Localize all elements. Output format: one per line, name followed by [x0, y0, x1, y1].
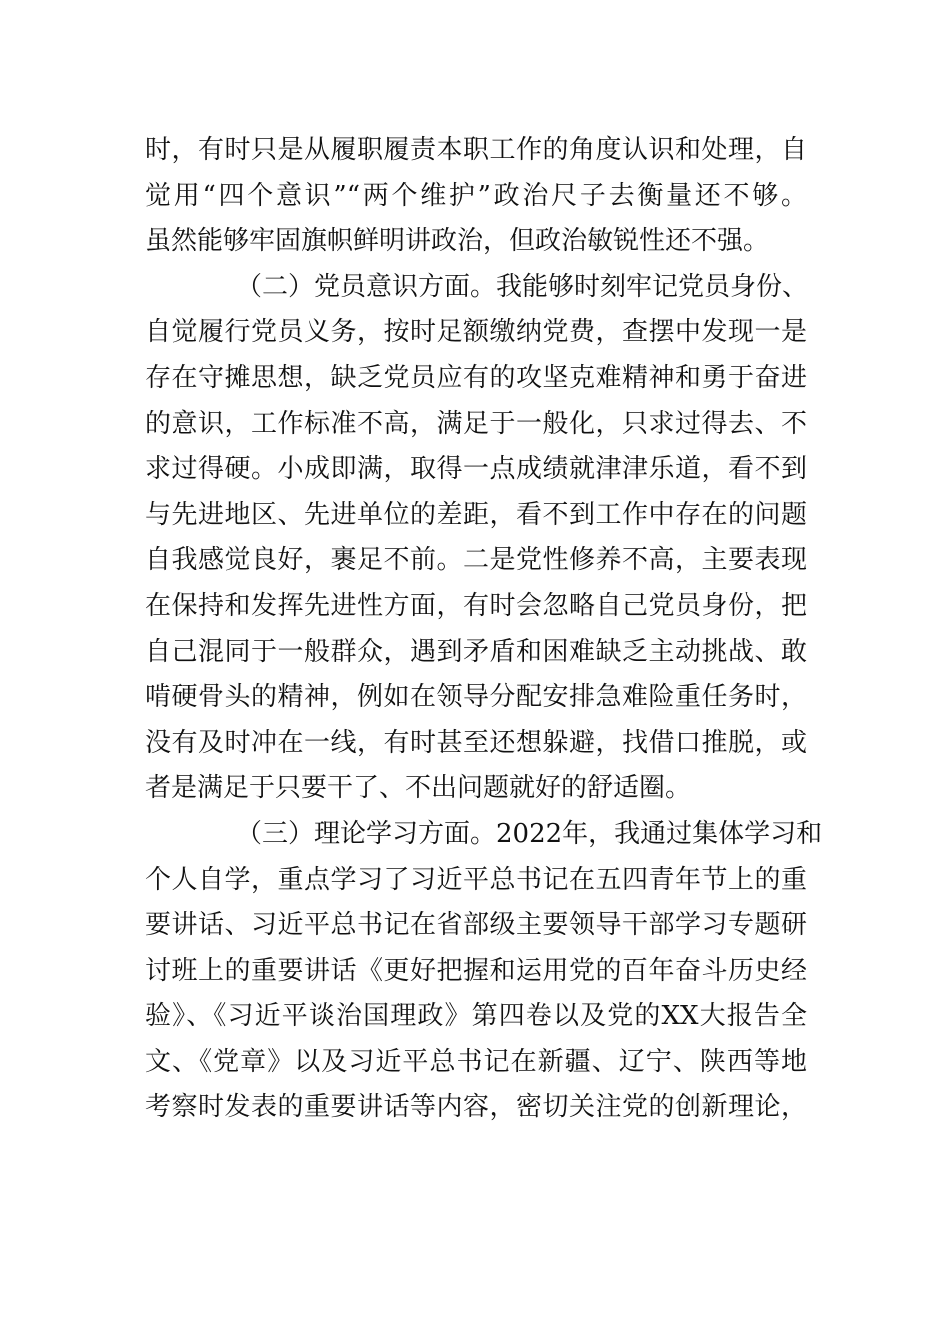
text-line: 者是满足于只要干了、不出问题就好的舒适圈。	[145, 773, 692, 804]
text-line: 自觉履行党员义务，按时足额缴纳党费，查摆中发现一是	[145, 317, 807, 348]
text-line: 觉用“四个意识”“两个维护”政治尺子去衡量还不够。	[145, 180, 807, 211]
text-line: 啃硬骨头的精神，例如在领导分配安排急难险重任务时，	[145, 682, 807, 713]
text-line: 个人自学，重点学习了习近平总书记在五四青年节上的重	[145, 864, 807, 895]
text-line: 没有及时冲在一线，有时甚至还想躲避，找借口推脱，或	[145, 727, 807, 758]
text-line: 验》、《习近平谈治国理政》第四卷以及党的XX大报告全	[145, 1001, 807, 1032]
text-line: 自己混同于一般群众，遇到矛盾和困难缺乏主动挑战、敢	[145, 636, 807, 667]
text-line: 在保持和发挥先进性方面，有时会忽略自己党员身份，把	[145, 590, 807, 621]
text-line: 要讲话、习近平总书记在省部级主要领导干部学习专题研	[145, 910, 807, 941]
text-line: 时，有时只是从履职履责本职工作的角度认识和处理，自	[145, 135, 807, 165]
section-heading-line: （二）党员意识方面。我能够时刻牢记党员身份、	[236, 271, 809, 302]
text-line: 存在守摊思想，缺乏党员应有的攻坚克难精神和勇于奋进	[145, 362, 807, 393]
text-line: 文、《党章》以及习近平总书记在新疆、辽宁、陕西等地	[145, 1046, 807, 1077]
text-line: 自我感觉良好，裹足不前。二是党性修养不高，主要表现	[145, 545, 807, 576]
text-line: 虽然能够牢固旗帜鲜明讲政治，但政治敏锐性还不强。	[145, 226, 770, 257]
text-line: 求过得硬。小成即满，取得一点成绩就津津乐道，看不到	[145, 454, 807, 485]
text-line: 的意识，工作标准不高，满足于一般化，只求过得去、不	[145, 408, 807, 439]
text-line: 考察时发表的重要讲话等内容，密切关注党的创新理论，	[145, 1092, 807, 1123]
text-line: 讨班上的重要讲话《更好把握和运用党的百年奋斗历史经	[145, 955, 807, 986]
document-body	[145, 128, 823, 1131]
section-heading-line: （三）理论学习方面。2022年，我通过集体学习和	[236, 818, 823, 849]
text-line: 与先进地区、先进单位的差距，看不到工作中存在的问题	[145, 499, 807, 530]
